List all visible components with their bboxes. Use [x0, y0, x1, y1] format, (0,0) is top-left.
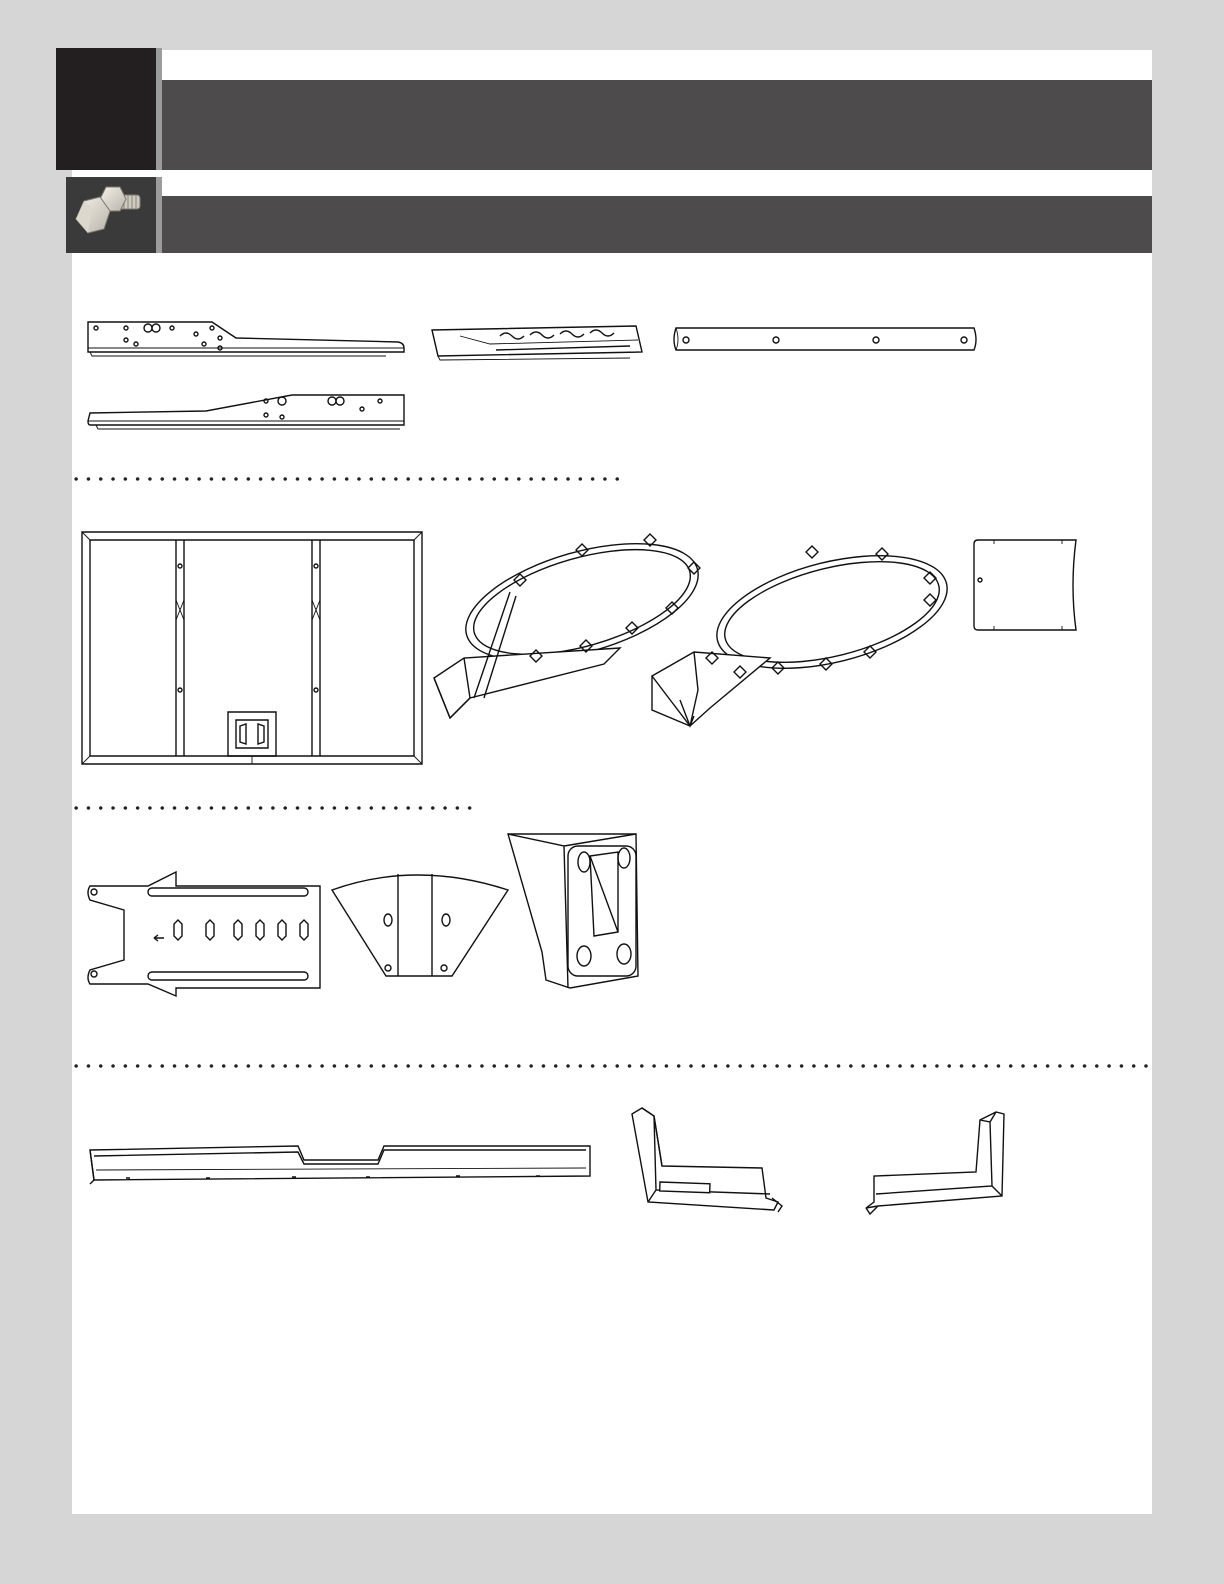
- section-divider-2: [70, 805, 476, 811]
- left-arm-part: [86, 391, 408, 433]
- left-l-bracket-part: [630, 1106, 792, 1222]
- section-divider-3: [70, 1063, 1156, 1069]
- step-number-block: [56, 48, 156, 170]
- tube-part: [670, 326, 980, 356]
- backboard-part: [80, 530, 424, 766]
- rim-part-2: [650, 540, 950, 734]
- mounting-plate-part: [972, 538, 1084, 638]
- right-l-bracket-part: [864, 1110, 1014, 1218]
- slide-bracket-part: [84, 870, 324, 998]
- bolt-and-nut-icon: [66, 177, 156, 253]
- channel-part: [86, 1140, 594, 1190]
- section-title-bar: [162, 80, 1152, 170]
- right-arm-part: [86, 318, 408, 360]
- hardware-icon-box: [66, 177, 156, 253]
- section-divider-1: [70, 476, 626, 482]
- extension-arm-part: [430, 322, 646, 362]
- fan-bracket-part: [328, 870, 512, 982]
- parts-subtitle-bar: [162, 196, 1152, 253]
- corner-bracket-part: [506, 832, 646, 990]
